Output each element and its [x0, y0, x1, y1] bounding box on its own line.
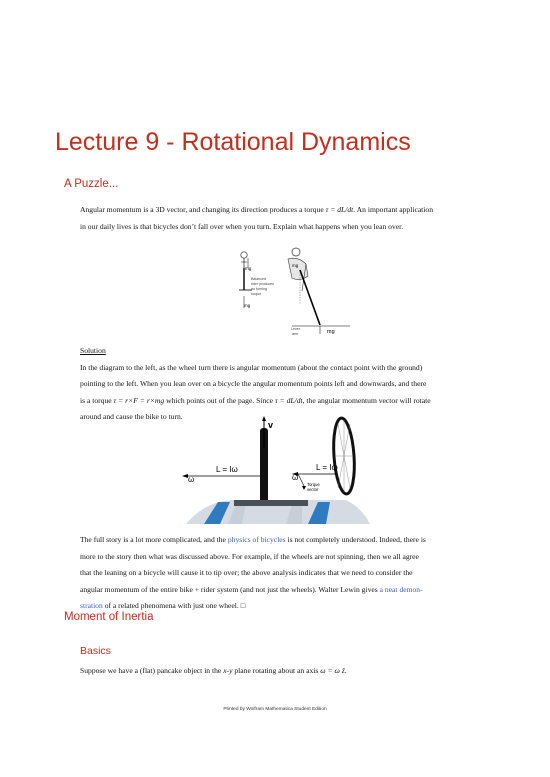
intro-paragraph: Angular momentum is a 3D vector, and changing its direction produces a torque τ = dL/dt. An important application in our daily lives is that bicycles don’t fall over when you turn. Explain what happens when you lean over.: [80, 205, 434, 231]
section-heading-puzzle: A Puzzle...: [64, 178, 119, 190]
page-title: Lecture 9 - Rotational Dynamics: [55, 128, 411, 156]
section-heading-moment-of-inertia: Moment of Inertia: [64, 611, 154, 623]
figure-wheel-angular-momentum: [176, 416, 376, 526]
omega-label-left: ω: [188, 475, 195, 484]
mg-label-top: mg: [245, 266, 252, 271]
svg-text:rider produces: rider produces: [251, 282, 274, 286]
story-paragraph: The full story is a lot more complicated, and the physics of bicycles is not completely understood. Indeed, there is more to the story then what was discussed above. For example, if the wheels are not spinning, then we all agree that the leaning on a bicycle will cause it to tip over; the above analysis indicates that we need to consider the angular momentum of the entire bike + rider system (and not just the wheels). Walter Lewin gives a neat demon- stration of a related phenomena with just one wheel. □: [80, 535, 426, 610]
angular-momentum-label-right: L = Iω: [316, 463, 338, 472]
svg-text:arm: arm: [292, 332, 299, 336]
svg-text:torque: torque: [251, 292, 262, 296]
page-footer: Printed by Wolfram Mathematica Student Edition: [223, 707, 327, 712]
angular-momentum-label-left: L = Iω: [216, 465, 238, 474]
svg-text:Lever: Lever: [291, 327, 300, 331]
svg-text:Torque: Torque: [307, 482, 320, 487]
axis-equation: ω = ω ẑ: [320, 666, 345, 675]
velocity-label: v: [268, 420, 274, 430]
neat-demonstration-link[interactable]: a neat demon-: [379, 584, 423, 594]
subsection-heading-basics: Basics: [80, 645, 111, 657]
mg-label-bottom: mg: [244, 303, 251, 308]
figure-cyclist-lean: [230, 246, 350, 336]
svg-text:Balanced: Balanced: [251, 277, 266, 281]
basics-paragraph: Suppose we have a (flat) pancake object in the x-y plane rotating about an axis ω = ω ẑ.: [80, 666, 347, 675]
svg-text:vector: vector: [307, 487, 319, 492]
omega-label-right: ω: [292, 473, 299, 482]
qed-symbol: □: [240, 601, 246, 610]
mg-label-right: mg: [327, 329, 335, 335]
torque-equation: τ = dL/dt: [325, 205, 354, 214]
mg-label-left: mg: [292, 263, 299, 268]
neat-demonstration-link-continued[interactable]: stration: [80, 601, 103, 610]
physics-of-bicycles-link[interactable]: physics of bicycles: [227, 535, 286, 544]
solution-paragraph: Solution In the diagram to the left, as the wheel turn there is angular momentum (about the contact point with the ground) pointing to the left. When you lean over on a bicycle the angular momentum points left and downwards, and there is a torque τ = r×F = r×mg which points out of the page. Since τ = dL/dt, the angular momentum vector will rotate around and cause the bike to turn.: [80, 343, 496, 426]
svg-text:no turning: no turning: [251, 287, 267, 291]
solution-label: Solution: [80, 346, 106, 355]
torque-cross-product: τ = r×F = r×mg: [113, 395, 165, 405]
